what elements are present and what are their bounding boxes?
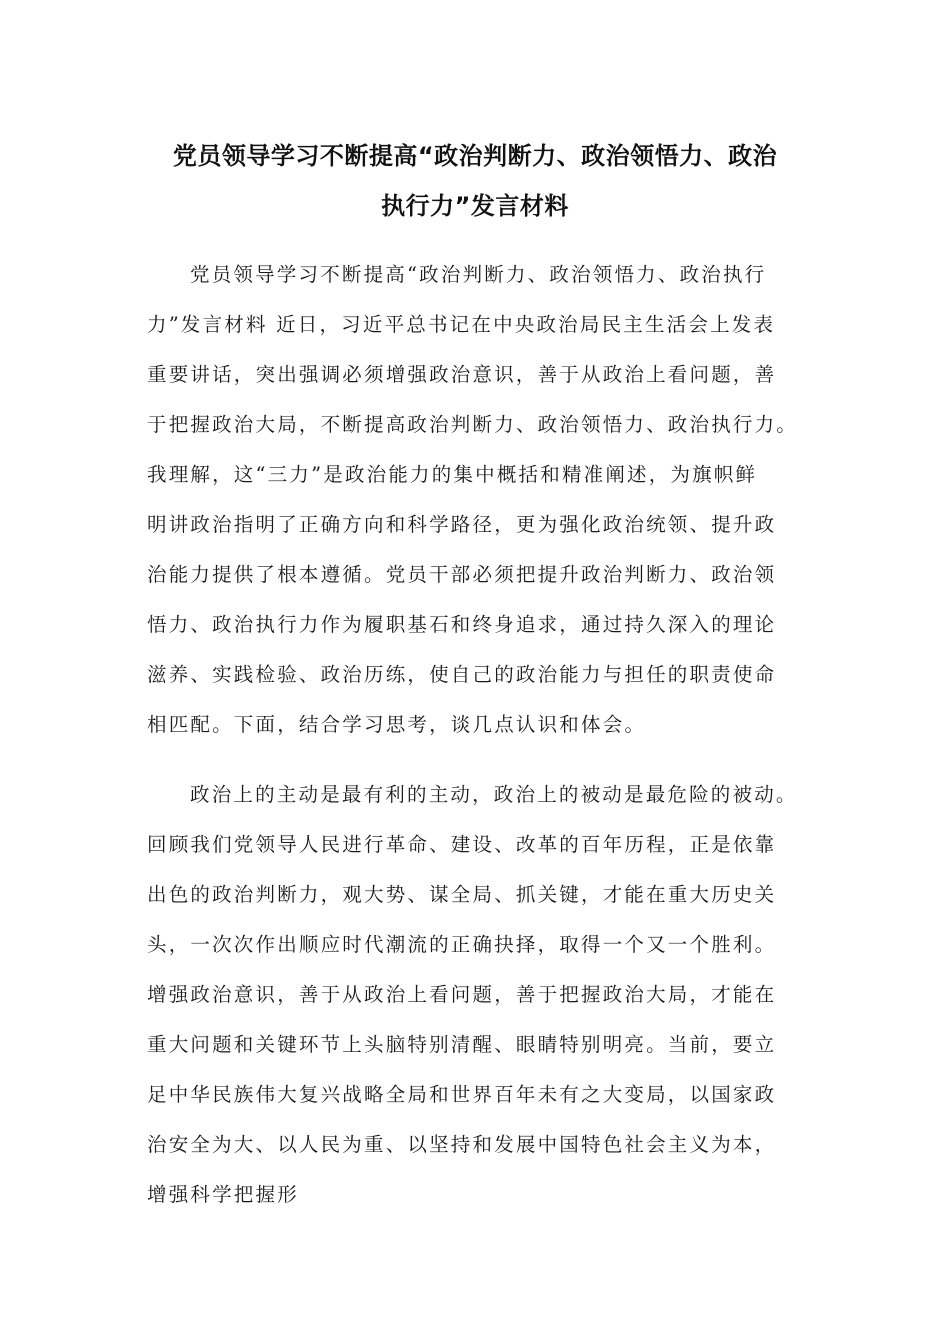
paragraph-line: 回顾我们党领导人民进行革命、建设、改革的百年历程，正是依靠 bbox=[147, 833, 777, 856]
paragraph-line: 增强科学把握形 bbox=[147, 1183, 299, 1206]
paragraph-line: 党员领导学习不断提高“政治判断力、政治领悟力、政治执行 bbox=[190, 263, 767, 286]
paragraph-line: 政治上的主动是最有利的主动，政治上的被动是最危险的被动。 bbox=[190, 783, 798, 806]
paragraph-line: 力”发言材料 近日，习近平总书记在中央政治局民主生活会上发表 bbox=[147, 313, 776, 336]
paragraph-line: 滋养、实践检验、政治历练，使自己的政治能力与担任的职责使命 bbox=[147, 663, 777, 686]
paragraph-line: 重大问题和关键环节上头脑特别清醒、眼睛特别明亮。当前，要立 bbox=[147, 1033, 777, 1056]
paragraph-line: 治安全为大、以人民为重、以坚持和发展中国特色社会主义为本， bbox=[147, 1133, 777, 1156]
paragraph-line: 悟力、政治执行力作为履职基石和终身追求，通过持久深入的理论 bbox=[147, 613, 777, 636]
paragraph-line: 于把握政治大局，不断提高政治判断力、政治领悟力、政治执行力。 bbox=[147, 413, 799, 436]
paragraph-line: 足中华民族伟大复兴战略全局和世界百年未有之大变局，以国家政 bbox=[147, 1083, 777, 1106]
paragraph-line: 出色的政治判断力，观大势、谋全局、抓关键，才能在重大历史关 bbox=[147, 883, 777, 906]
paragraph-line: 头，一次次作出顺应时代潮流的正确抉择，取得一个又一个胜利。 bbox=[147, 933, 777, 956]
paragraph-line: 明讲政治指明了正确方向和科学路径，更为强化政治统领、提升政 bbox=[147, 513, 777, 536]
paragraph-line: 重要讲话，突出强调必须增强政治意识，善于从政治上看问题，善 bbox=[147, 363, 777, 386]
document-title-line-1: 党员领导学习不断提高“政治判断力、政治领悟力、政治 bbox=[172, 142, 778, 170]
paragraph-line: 治能力提供了根本遵循。党员干部必须把提升政治判断力、政治领 bbox=[147, 563, 777, 586]
document-title-line-2: 执行力”发言材料 bbox=[381, 192, 569, 220]
paragraph-line: 增强政治意识，善于从政治上看问题，善于把握政治大局，才能在 bbox=[147, 983, 777, 1006]
paragraph-line: 我理解，这“三力”是政治能力的集中概括和精准阐述，为旗帜鲜 bbox=[147, 463, 758, 486]
paragraph-line: 相匹配。下面，结合学习思考，谈几点认识和体会。 bbox=[147, 713, 647, 736]
